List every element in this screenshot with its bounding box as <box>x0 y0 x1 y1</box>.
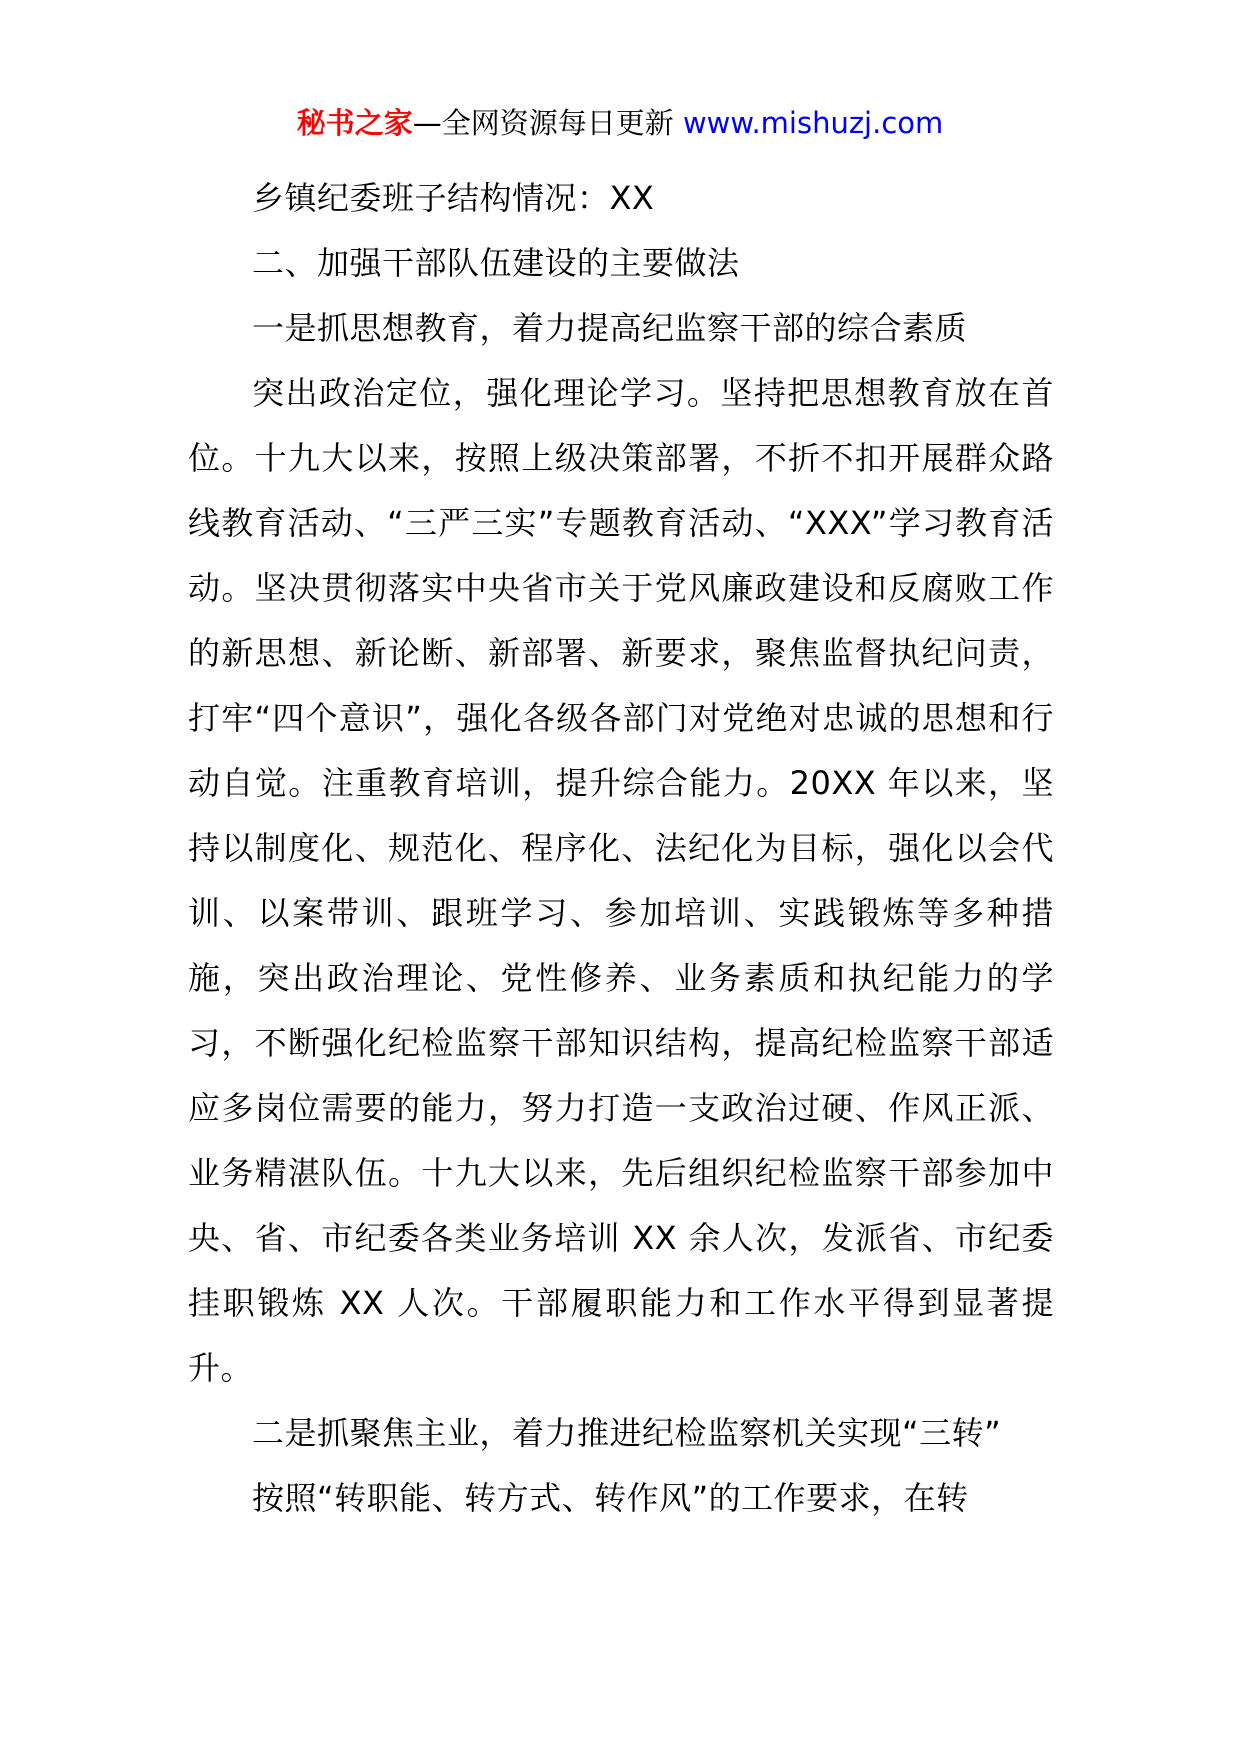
subheading-one: 一是抓思想教育，着力提高纪监察干部的综合素质 <box>252 309 968 347</box>
document-body <box>188 166 1054 1531</box>
paragraph-body-two: 按照“转职能、转方式、转作风”的工作要求，在转 <box>252 1479 969 1517</box>
paragraph-structure: 乡镇纪委班子结构情况：XX <box>252 179 655 217</box>
paragraph-body-one: 突出政治定位，强化理论学习。坚持把思想教育放在首位。十九大以来，按照上级决策部署，不折不扣开展群众路线教育活动、“三严三实”专题教育活动、“XXX”学习教育活动。坚决贯彻落实中央省市关于党风廉政建设和反腐败工作的新思想、新论断、新部署、新要求，聚焦监督执纪问责，打牢“四个意识”，强化各级各部门对党绝对忠诚的思想和行动自觉。注重教育培训，提升综合能力。20XX 年以来，坚持以制度化、规范化、程序化、法纪化为目标，强化以会代训、以案带训、跟班学习、参加培训、实践锻炼等多种措施，突出政治理论、党性修养、业务素质和执纪能力的学习，不断强化纪检监察干部知识结构，提高纪检监察干部适应多岗位需要的能力，努力打造一支政治过硬、作风正派、业务精湛队伍。十九大以来，先后组织纪检监察干部参加中央、省、市纪委各类业务培训 XX 余人次，发派省、市纪委挂职锻炼 XX 人次。干部履职能力和工作水平得到显著提升。 <box>188 374 1054 1387</box>
section-heading: 二、加强干部队伍建设的主要做法 <box>252 244 740 282</box>
brand-name: 秘书之家 <box>296 106 413 140</box>
site-url-link[interactable]: www.mishuzj.com <box>682 106 944 140</box>
subheading-two: 二是抓聚焦主业，着力推进纪检监察机关实现“三转” <box>252 1414 1002 1452</box>
site-header <box>0 100 1240 146</box>
site-tagline: —全网资源每日更新 <box>412 106 674 140</box>
